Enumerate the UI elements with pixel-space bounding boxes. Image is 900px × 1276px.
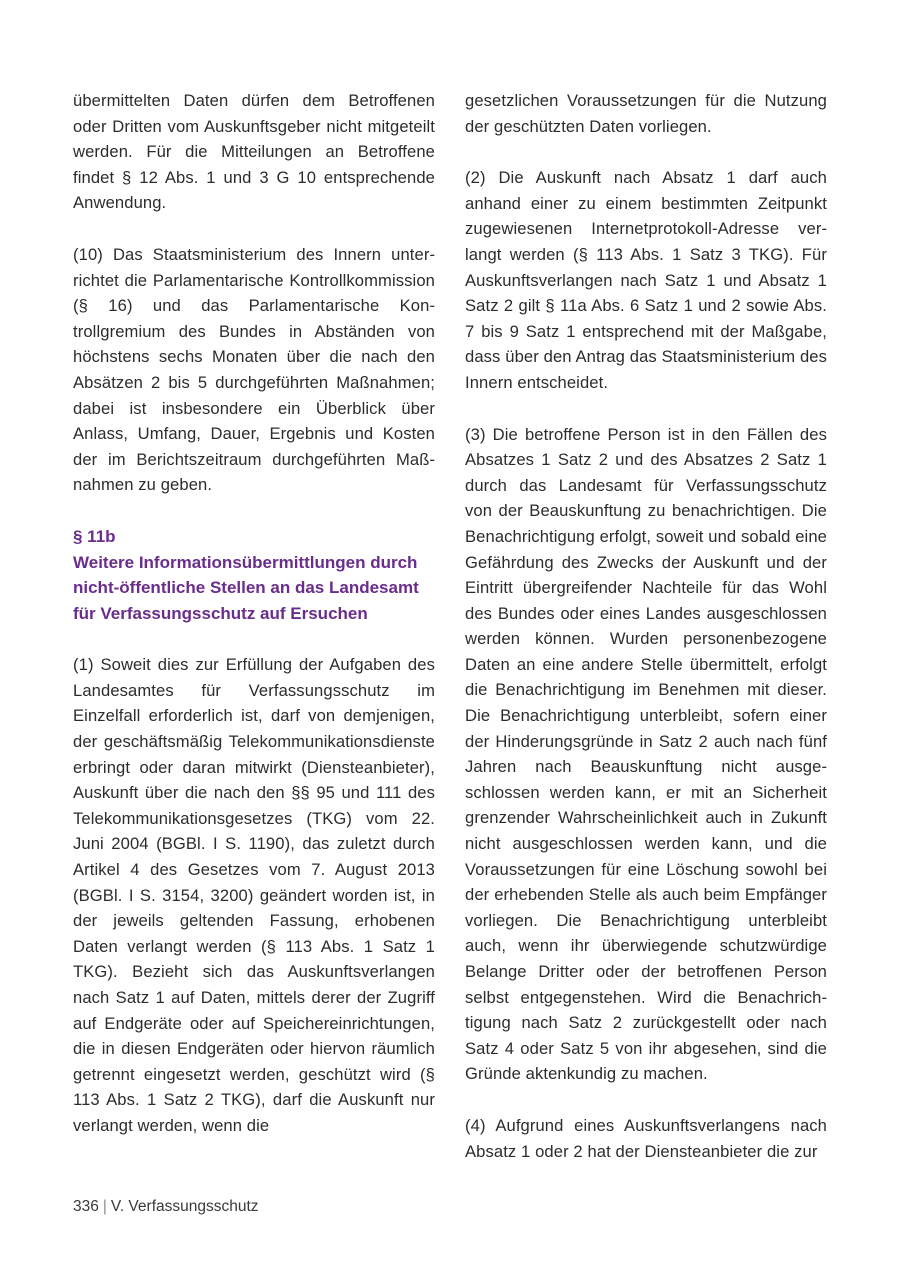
page-number: 336 — [73, 1198, 99, 1215]
paragraph-4: (4) Aufgrund eines Auskunftsverlangens nach Absatz 1 oder 2 hat der Diensteanbieter die zur — [465, 1115, 827, 1161]
paragraph-10: (10) Das Staatsministerium des Innern unterrichtet die Parlamentarische Kontrollkommission (§ 16) und das Parlamentarische Kontrollgremium des Bundes in Abständen von höchstens sechs Monaten über die nach den Absätzen 2 bis 5 durchgeführten Maßnahmen; dabei ist insbesondere ein Überblick über Anlass, Umfang, Dauer, Ergebnis und Kosten der im Berichtszeitraum durchgeführten Maßnahmen zu geben. — [73, 244, 435, 495]
paragraph-2: (2) Die Auskunft nach Absatz 1 darf auch anhand einer zu einem bestimmten Zeitpunkt zugewiesenen Internetprotokoll-Adresse verlangt werden (§ 113 Abs. 1 Satz 3 TKG). Für Auskunftsverlangen nach Satz 1 und Absatz 1 Satz 2 gilt § 11a Abs. 6 Satz 1 und 2 sowie Abs. 7 bis 9 Satz 1 entsprechend mit der Maßgabe, dass über den Antrag das Staatsministerium des Innern entscheidet. — [465, 168, 827, 392]
footer-separator: | — [102, 1198, 107, 1215]
paragraph-1: (1) Soweit dies zur Erfüllung der Aufgaben des Landesamtes für Verfassungsschutz im Einzelfall erforderlich ist, darf von demjenigen, der geschäftsmäßig Telekommunikationsdienste erbringt oder daran mitwirkt (Diensteanbieter), Auskunft über die nach den §§ 95 und 111 des Telekommunikationsgesetzes (TKG) vom 22. Juni 2004 (BGBl. I S. 1190), das zuletzt durch Artikel 4 des Gesetzes vom 7. August 2013 (BGBl. I S. 3154, 3200) geändert worden ist, in der jeweils geltenden Fassung, erhobenen Daten verlangt werden (§ 113 Abs. 1 Satz 1 TKG). Bezieht sich das Auskunftsverlangen nach Satz 1 auf Daten, mittels derer der Zugriff auf Endgeräte oder auf Speichereinrichtungen, die in diesen Endgeräten oder hiervon räumlich getrennt eingesetzt werden, geschützt wird (§ 113 Abs. 1 Satz 2 TKG), darf die Auskunft nur verlangt werden, wenn die — [73, 655, 435, 1135]
right-column — [465, 88, 827, 1164]
paragraph-continued: gesetzlichen Voraussetzungen für die Nutzung der geschützten Daten vorliegen. — [465, 91, 827, 136]
section-number: § 11b — [73, 526, 116, 546]
paragraph-intro: übermittelten Daten dürfen dem Betroffenen oder Dritten vom Auskunftsgeber nicht mitgeteilt werden. Für die Mitteilungen an Betroffene findet § 12 Abs. 1 und 3 G 10 entsprechende Anwendung. — [73, 91, 435, 213]
paragraph-3: (3) Die betroffene Person ist in den Fällen des Absatzes 1 Satz 2 und des Absatzes 2 Satz 1 durch das Landesamt für Verfassungsschutz von der Beauskunftung zu benachrichtigen. Die Benachrichtigung erfolgt, soweit und sobald eine Gefährdung des Zwecks der Auskunft und der Eintritt übergreifender Nachteile für das Wohl des Bundes oder eines Landes ausgeschlossen werden können. Wurden personenbezogene Daten an eine andere Stelle übermittelt, erfolgt die Benachrichtigung im Benehmen mit dieser. Die Benachrichtigung unterbleibt, sofern einer der Hinderungsgründe in Satz 2 auch nach fünf Jahren nach Beauskunftung nicht ausgeschlossen werden kann, er mit an Sicherheit grenzender Wahrscheinlichkeit auch in Zukunft nicht ausgeschlossen werden kann, und die Voraussetzungen für eine Löschung sowohl bei der erhebenden Stelle als auch beim Empfänger vorliegen. Die Benachrichtigung unterbleibt auch, wenn ihr überwiegende schutzwürdige Belange Dritter oder der betroffenen Person selbst entgegenstehen. Wird die Benachrichtigung nach Satz 2 zurückgestellt oder nach Satz 4 oder Satz 5 von ihr abgesehen, sind die Gründe aktenkundig zu machen. — [465, 424, 827, 1084]
section-title: Weitere Informationsübermittlungen durch nicht-öffentliche Stellen an das Landesamt für Verfassungsschutz auf Ersuchen — [73, 552, 419, 623]
section-heading — [73, 524, 435, 626]
chapter-title: V. Verfassungsschutz — [110, 1198, 259, 1215]
left-column — [73, 88, 435, 1139]
page-footer — [73, 1198, 259, 1216]
